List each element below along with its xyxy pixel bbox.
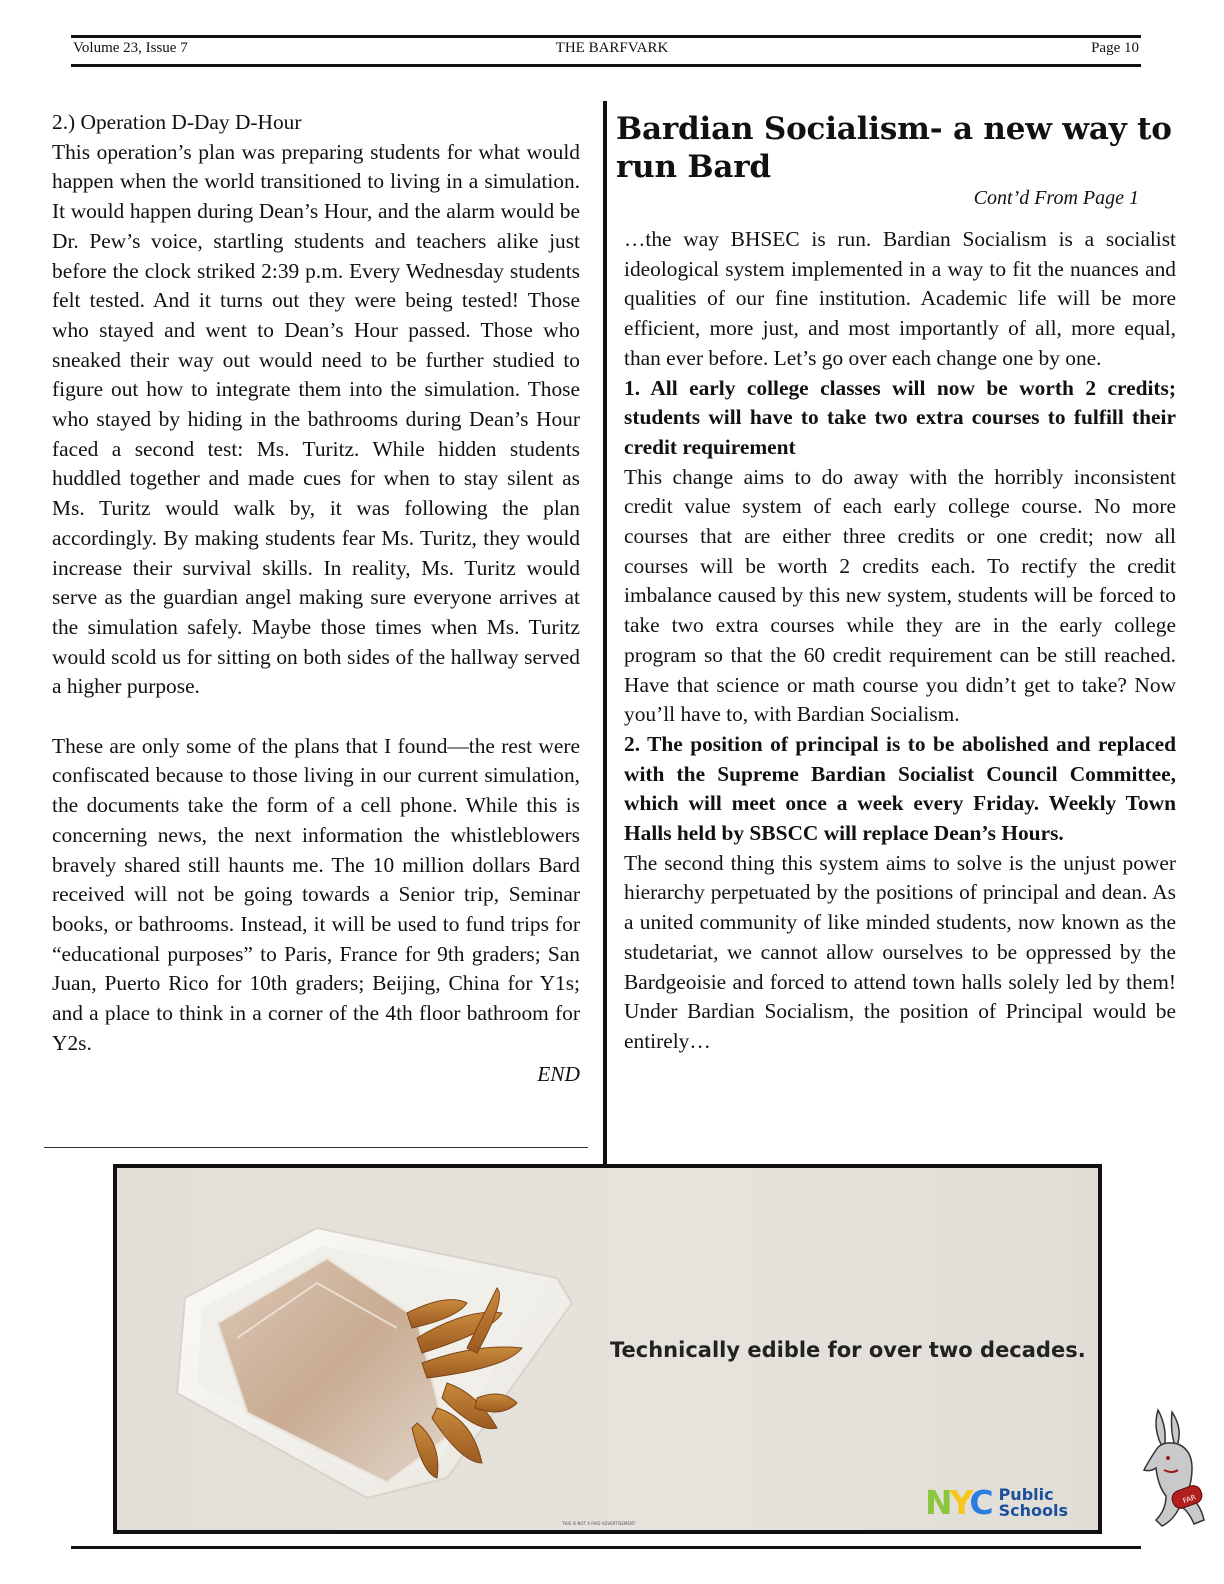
section-title: 2.) Operation D-Day D-Hour [52, 110, 302, 134]
point-heading: 1. All early college classes will now be worth 2 credits; students will have to take two extra courses to fulfill their credit requirement [624, 375, 1176, 459]
header-top-rule [71, 35, 1141, 38]
article-paragraph: These are only some of the plans that I found—the rest were confiscated because to those living in our current simulation, the documents take the form of a cell phone. While this is concerning news, the next information the whistleblowers bravely shared still haunts me. The 10 million dollars Bard received will not be going towards a Senior trip, Seminar books, or bathrooms. Instead, it will be used to fund trips for “educational purposes” to Paris, France for 9th graders; San Juan, Puerto Rico for 10th graders; Beijing, China for Y1s; and a place to think in a corner of the 4th floor bathroom for Y2s. [52, 733, 580, 1055]
publication-title: THE BARFVARK [555, 40, 669, 56]
article-intro: …the way BHSEC is run. Bardian Socialism is a socialist ideological system implemented in a way to fit the nuances and qualities of our fine institution. Academic life will be more efficient, more just, and most importantly of all, more equal, than ever before. Let’s go over each change one by one. [624, 227, 1176, 370]
header-bottom-rule [71, 64, 1141, 67]
continued-note: Cont’d From Page 1 [973, 187, 1139, 209]
left-column-article [52, 108, 580, 1090]
article-end-rule [44, 1147, 588, 1148]
mascot-tag-text: FAR [1181, 1493, 1197, 1506]
ad-fine-print: THIS IS NOT A PAID ADVERTISEMENT [562, 1521, 636, 1526]
point-heading: 2. The position of principal is to be abolished and replaced with the Supreme Bardian Socialist Council Committee, which will meet once a week every Friday. Weekly Town Halls held by SBSCC will replace Dean’s Hours. [624, 731, 1176, 846]
column-divider [603, 101, 607, 1165]
nyc-letters: NYC [925, 1483, 991, 1522]
end-mark: END [537, 1062, 580, 1087]
right-column-article [624, 225, 1176, 1057]
food-tray-icon [117, 1168, 677, 1530]
nyc-public-schools-logo [925, 1483, 1068, 1522]
paragraph-spacer [52, 702, 580, 732]
logo-wordmark: Public Schools [998, 1484, 1068, 1520]
volume-issue: Volume 23, Issue 7 [73, 40, 188, 56]
article-paragraph: This operation’s plan was preparing students for what would happen when the world transitioned to living in a simulation. It would happen during Dean’s Hour, and the alarm would be Dr. Pew’s voice, startling students and teachers alike just before the clock striked 2:39 p.m. Every Wednesday students felt tested. And it turns out they were being tested! Those who stayed and went to Dean’s Hour passed. Those who sneaked their way out would need to be further studied to figure out how to integrate them into the simulation. Those who stayed by hiding in the bathrooms during Dean’s Hour faced a second test: Ms. Turitz. While hidden students huddled together and made cues for when to stay silent as Ms. Turitz would walk by, it was following the plan accordingly. By making students fear Ms. Turitz, they would increase their survival skills. In reality, Ms. Turitz would serve as the guardian angel making sure everyone arrives at the simulation safely. Maybe those times when Ms. Turitz would scold us for sitting on both sides of the hallway served a higher purpose. [52, 139, 580, 699]
article-paragraph: The second thing this system aims to solve is the unjust power hierarchy perpetuated by the positions of principal and dean. As a united community of like minded students, now known as the studetariat, we cannot allow ourselves to be oppressed by the Bardgeoisie and forced to attend town halls solely led by them! Under Bardian Socialism, the position of Principal would be entirely… [624, 850, 1176, 1053]
ad-tagline: Technically edible for over two decades. [610, 1338, 1086, 1362]
aardvark-mascot-icon [1138, 1402, 1218, 1542]
footer-rule [71, 1546, 1141, 1549]
advertisement-box [113, 1164, 1102, 1534]
headline: Bardian Socialism- a new way to run Bard [616, 111, 1172, 185]
article-paragraph: This change aims to do away with the horribly inconsistent credit value system of each early college course. No more courses that are either three credits or one credit; now all courses will be worth 2 credits each. To rectify the credit imbalance caused by this new system, students will be forced to take two extra courses while they are in the early college program so that the 60 credit requirement can be still reached. Have that science or math course you didn’t get to take? Now you’ll have to, with Bardian Socialism. [624, 464, 1176, 727]
page-number: Page 10 [1091, 40, 1139, 56]
right-column-headline-block [616, 110, 1176, 210]
